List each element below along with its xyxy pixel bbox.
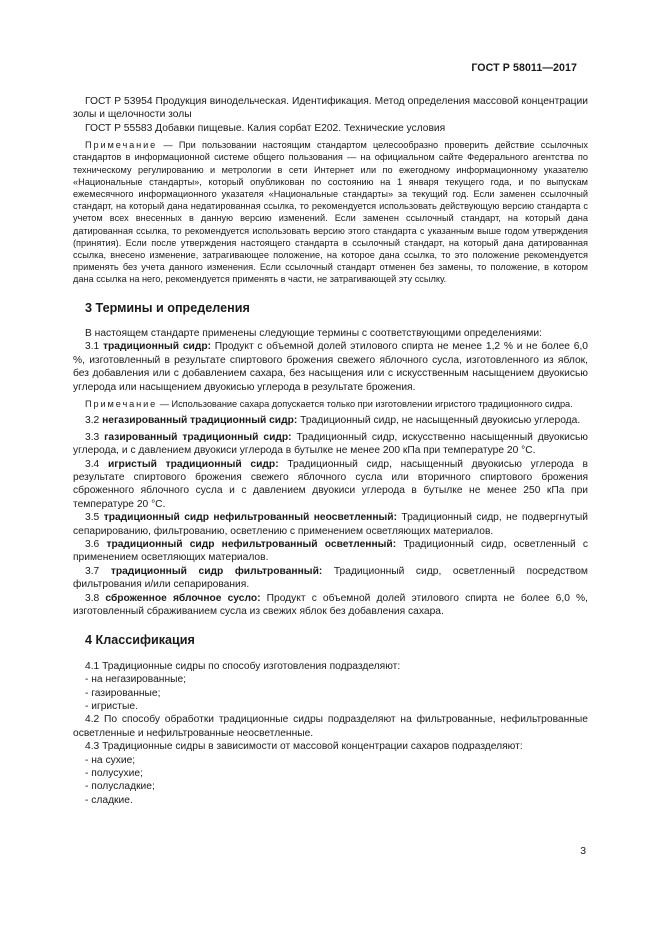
term-name: традиционный сидр нефильтрованный осветленный: [106,538,397,550]
term-name: традиционный сидр фильтрованный: [110,565,323,577]
list-item: - игристые. [73,700,588,713]
term-name: сброженное яблочное сусло: [105,592,261,604]
term-3-1 [73,340,588,394]
term-definition: Традиционный сидр, не насыщенный двуокисью углерода. [297,415,581,427]
term-number: 3.1 [85,341,103,353]
term-3-6 [73,538,588,565]
section-4-heading: 4 Классификация [85,633,195,648]
note-label: Примечание [85,140,158,151]
note-label: Примечание [85,399,158,410]
document-id-header: ГОСТ Р 58011—2017 [471,62,577,74]
clause-4-1: 4.1 Традиционные сидры по способу изготовления подразделяют: [85,660,401,672]
term-number: 3.6 [85,538,107,550]
term-definition: Традиционный сидр, осветленный посредством фильтрования и/или сепарирования. [73,565,588,591]
document-body [73,95,588,807]
note-text: — При пользовании настоящим стандартом целесообразно проверить действие ссылочных стандартов в информационной системе общего пользования — на официальном сайте Федерального агентства по техническому регулированию и метрологии в сети Интернет или по ежегодному информационному указателю «Национальные стандарты», который опубликован по состоянию на 1 января текущего года, и по выпускам ежемесячного информационного указателя «Национальные стандарты» за текущий год. Если заменен ссылочный стандарт, на который дана недатированная ссылка, то рекомендуется использовать действующую версию стандарта с учетом всех внесенных в данную версию изменений. Если заменен ссылочный стандарт, на который дана датированная ссылка, то рекомендуется использовать версию этого стандарта с указанным выше годом утверждения (принятия). Если после утверждения настоящего стандарта в ссылочный стандарт, на который дана датированная ссылка, внесено изменение, затрагивающее положение, на которое дана ссылка, то это положение рекомендуется применять без учета данного изменения. Если ссылочный стандарт отменен без замены, то положение, в котором дана ссылка на него, рекомендуется применять в части, не затрагивающей эту ссылку. [73,140,588,285]
term-3-5 [73,511,588,538]
reference-item: ГОСТ Р 53954 Продукция винодельческая. Идентификация. Метод определения массовой концентрации золы и щелочности золы [73,96,588,121]
term-definition: Продукт с объемной долей этилового спирта не более 6,0 %, изготовленный сбраживанием сусла из свежих яблок без добавления сахара. [73,592,588,617]
reference-item: ГОСТ Р 55583 Добавки пищевые. Калия сорбат Е202. Технические условия [85,122,446,134]
term-definition: Традиционный сидр, осветленный с применением осветляющих материалов. [73,538,588,564]
page-number: 3 [580,846,586,857]
term-definition: Традиционный сидр, не подвергнутый сепарированию, фильтрованию, осветлению с применением осветляющих материалов. [73,512,588,537]
note-text: — Использование сахара допускается только при изготовлении игристого традиционного сидра. [159,399,573,410]
note-sugar [73,398,588,410]
term-definition: Традиционный сидр, искусственно насыщенный двуокисью углерода, и с давлением двуокиси углерода в бутылке не менее 200 кПа при температуре 20 °С. [73,431,588,457]
note-references [73,139,588,285]
term-number: 3.2 [85,415,103,427]
production-method-list [73,673,588,713]
term-number: 3.3 [85,431,105,443]
list-item: - газированные; [73,687,588,700]
term-3-8 [73,592,588,619]
term-name: традиционный сидр нефильтрованный неосветленный: [103,512,397,524]
clause-4-2: 4.2 По способу обработки традиционные сидры подразделяют на фильтрованные, нефильтрованные осветленные и нефильтрованные неосветленные. [73,714,588,739]
term-3-7 [73,565,588,592]
term-number: 3.4 [85,458,108,470]
list-item: - полусладкие; [73,780,588,793]
term-number: 3.8 [85,592,106,604]
sugar-class-list [73,754,588,808]
list-item: - полусухие; [73,767,588,780]
list-item: - на сухие; [73,754,588,767]
section-3-intro: В настоящем стандарте применены следующие термины с соответствующими определениями: [85,328,542,340]
term-name: игристый традиционный сидр: [107,458,279,470]
list-item: - сладкие. [73,794,588,807]
term-definition: Продукт с объемной долей этилового спирта не менее 1,2 % и не более 6,0 %, изготовленный в результате спиртового брожения свежего яблочного сусла, изготовленного из яблок, без добавления или с добавлением сахара, без насыщения или с искусственным насыщением двуокисью углерода или насыщением двуокисью углерода в результате брожения. [73,341,588,393]
section-3-heading: 3 Термины и определения [85,300,250,315]
term-definition: Традиционный сидр, насыщенный двуокисью углерода в результате спиртового брожения свежего яблочного сусла или вторичного спиртового брожения сброженного яблочного сусла и с давлением двуокиси углерода в бутылке не менее 250 кПа при температуре 20 °С. [73,458,588,510]
term-3-3 [73,431,588,458]
term-3-2 [73,414,588,427]
term-number: 3.5 [85,512,104,524]
clause-4-3: 4.3 Традиционные сидры в зависимости от массовой концентрации сахаров подразделяют: [85,741,523,753]
term-name: газированный традиционный сидр: [104,431,292,443]
term-name: негазированный традиционный сидр: [102,415,298,427]
term-number: 3.7 [85,565,111,577]
list-item: - на негазированные; [73,673,588,686]
term-name: традиционный сидр: [103,341,212,353]
term-3-4 [73,458,588,512]
